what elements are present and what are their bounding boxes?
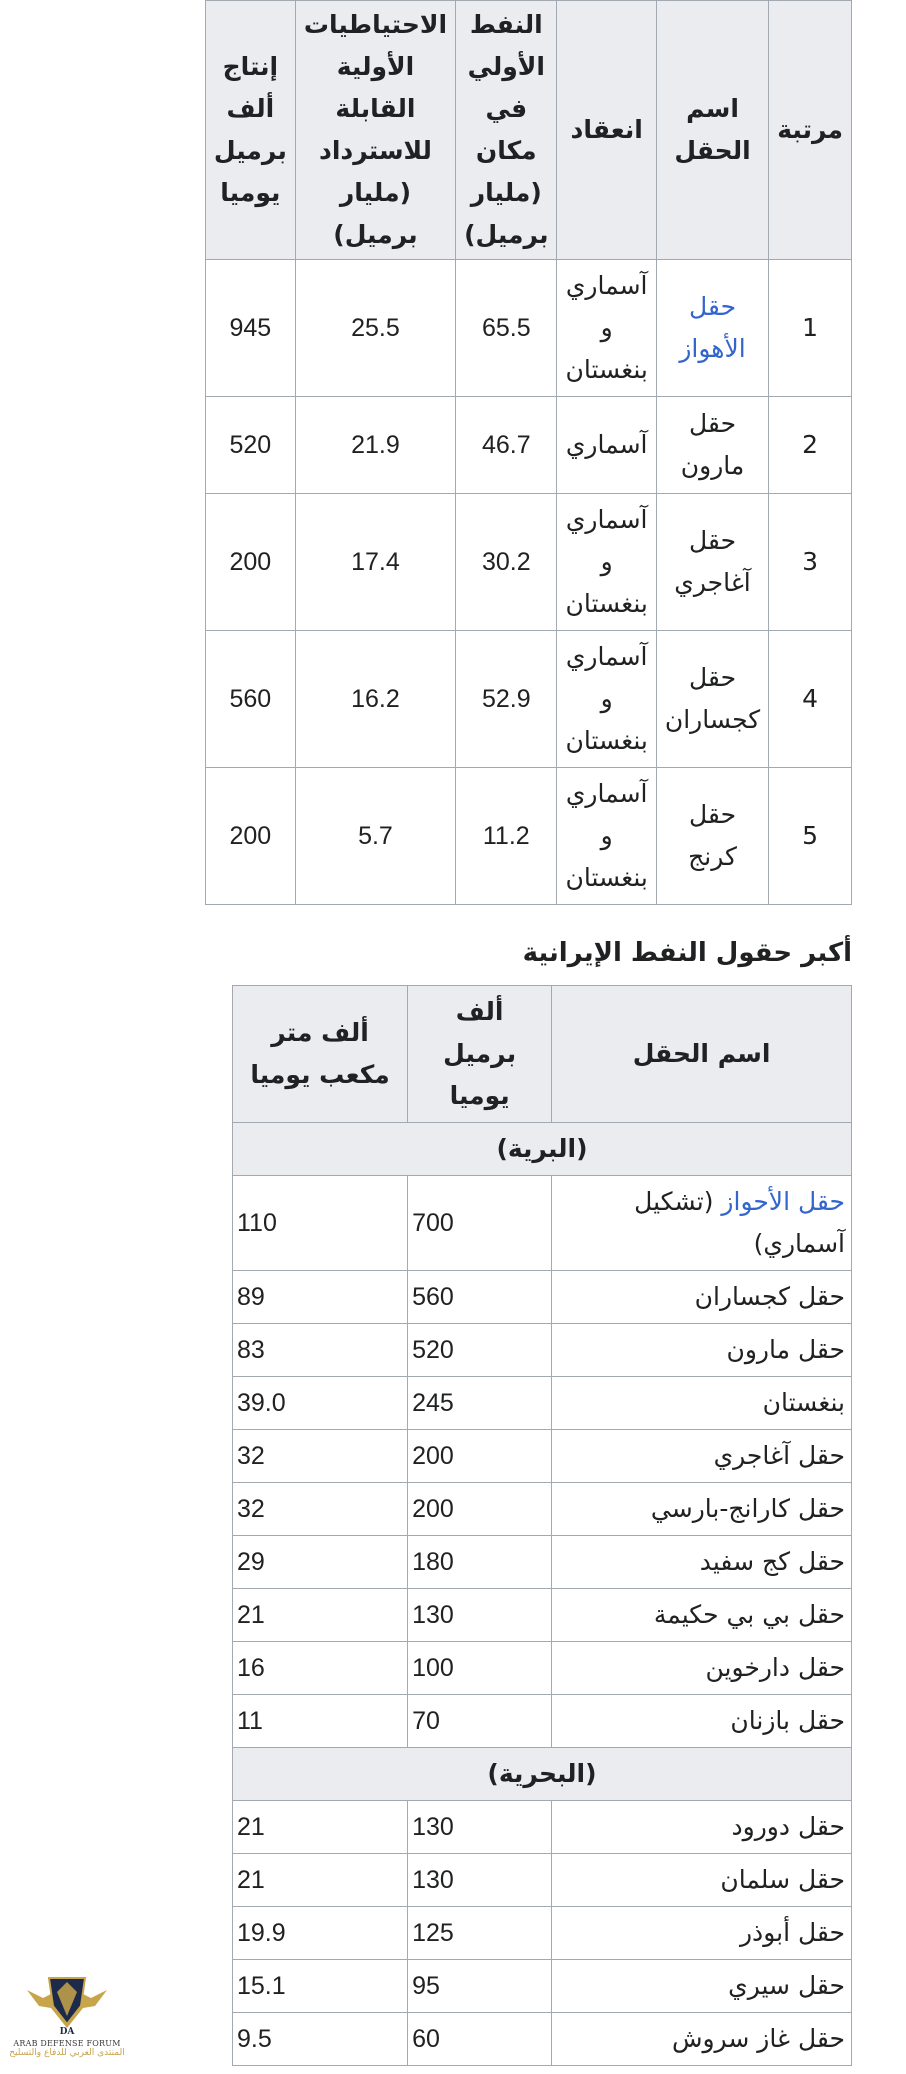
cell-field-name: حقل كجساران	[656, 631, 768, 768]
oil-fields-ranking-table	[205, 0, 852, 905]
cell-thousand-cubic-meters: 39.0	[233, 1377, 408, 1430]
article-content	[213, 0, 852, 2066]
table-row	[233, 1907, 852, 1960]
cell-oil-in-place: 46.7	[456, 397, 557, 494]
field-link-ahwaz[interactable]: حقل الأحواز	[721, 1187, 845, 1216]
cell-field-name: حقل بازنان	[552, 1695, 852, 1748]
header-formation: انعقاد	[557, 1, 656, 260]
table-row	[233, 1271, 852, 1324]
formation-note: (تشكيل آسماري)	[634, 1187, 845, 1258]
cell-thousand-cubic-meters: 21	[233, 1854, 408, 1907]
cell-thousand-cubic-meters: 19.9	[233, 1907, 408, 1960]
header-oil-in-place: النفط الأولي في مكان (مليار برميل)	[456, 1, 557, 260]
cell-formation: آسماري و بنغستان	[557, 631, 656, 768]
table-row	[205, 494, 851, 631]
cell-field-name: حقل مارون	[656, 397, 768, 494]
logo-english-text: ARAB DEFENSE FORUM	[13, 2039, 121, 2048]
header-production: إنتاج ألف برميل يوميا	[205, 1, 295, 260]
header-rank: مرتبة	[769, 1, 852, 260]
cell-reserves: 5.7	[295, 768, 455, 905]
cell-formation: آسماري	[557, 397, 656, 494]
cell-production: 200	[205, 494, 295, 631]
cell-rank: 2	[769, 397, 852, 494]
cell-thousand-cubic-meters: 32	[233, 1483, 408, 1536]
cell-reserves: 16.2	[295, 631, 455, 768]
cell-formation: آسماري و بنغستان	[557, 494, 656, 631]
cell-thousand-cubic-meters: 32	[233, 1430, 408, 1483]
cell-production: 200	[205, 768, 295, 905]
cell-formation: آسماري و بنغستان	[557, 768, 656, 905]
cell-field-name: حقل كارانج-بارسي	[552, 1483, 852, 1536]
cell-reserves: 17.4	[295, 494, 455, 631]
cell-thousand-barrels: 100	[408, 1642, 552, 1695]
table-row	[233, 1324, 852, 1377]
cell-field-name: حقل بي بي حكيمة	[552, 1589, 852, 1642]
table-header-row	[205, 1, 851, 260]
cell-field-name: حقل آغاجري	[552, 1430, 852, 1483]
header-field-name: اسم الحقل	[552, 986, 852, 1123]
cell-thousand-cubic-meters: 89	[233, 1271, 408, 1324]
cell-field-name: حقل دورود	[552, 1801, 852, 1854]
header-field-name: اسم الحقل	[656, 1, 768, 260]
cell-reserves: 21.9	[295, 397, 455, 494]
cell-field-name: حقل آغاجري	[656, 494, 768, 631]
cell-field-name: حقل مارون	[552, 1324, 852, 1377]
section-label-offshore: (البحرية)	[233, 1748, 852, 1801]
header-recoverable-reserves: الاحتياطيات الأولية القابلة للاسترداد (مليار برميل)	[295, 1, 455, 260]
table-row	[233, 1960, 852, 2013]
cell-thousand-barrels: 70	[408, 1695, 552, 1748]
cell-thousand-barrels: 95	[408, 1960, 552, 2013]
table-row	[233, 1589, 852, 1642]
cell-thousand-barrels: 200	[408, 1483, 552, 1536]
cell-thousand-barrels: 560	[408, 1271, 552, 1324]
section-row-offshore	[233, 1748, 852, 1801]
cell-field-name: حقل سلمان	[552, 1854, 852, 1907]
cell-thousand-barrels: 130	[408, 1589, 552, 1642]
table-row	[205, 397, 851, 494]
cell-thousand-cubic-meters: 29	[233, 1536, 408, 1589]
cell-field-name: حقل كج سفيد	[552, 1536, 852, 1589]
cell-production: 520	[205, 397, 295, 494]
largest-oil-fields-table	[232, 985, 852, 2066]
cell-thousand-cubic-meters: 15.1	[233, 1960, 408, 2013]
table-row	[205, 260, 851, 397]
table-row	[205, 631, 851, 768]
cell-field-name: حقل دارخوين	[552, 1642, 852, 1695]
table-row	[233, 1176, 852, 1271]
table-caption: أكبر حقول النفط الإيرانية	[522, 938, 852, 968]
cell-thousand-cubic-meters: 9.5	[233, 2013, 408, 2066]
table-row	[233, 1801, 852, 1854]
table-row	[233, 1430, 852, 1483]
section-label-onshore: (البرية)	[233, 1123, 852, 1176]
table-row	[205, 768, 851, 905]
cell-field-name: حقل غاز سروش	[552, 2013, 852, 2066]
cell-thousand-barrels: 700	[408, 1176, 552, 1271]
header-thousand-cubic-meters: ألف متر مكعب يوميا	[233, 986, 408, 1123]
cell-thousand-barrels: 130	[408, 1801, 552, 1854]
cell-reserves: 25.5	[295, 260, 455, 397]
cell-oil-in-place: 52.9	[456, 631, 557, 768]
logo-initials: DA	[59, 2027, 75, 2037]
cell-production: 560	[205, 631, 295, 768]
cell-field-name	[552, 1176, 852, 1271]
cell-oil-in-place: 30.2	[456, 494, 557, 631]
table-row	[233, 1642, 852, 1695]
cell-field-name: حقل كجساران	[552, 1271, 852, 1324]
table-row	[233, 1377, 852, 1430]
cell-production: 945	[205, 260, 295, 397]
cell-thousand-barrels: 60	[408, 2013, 552, 2066]
cell-oil-in-place: 11.2	[456, 768, 557, 905]
cell-thousand-barrels: 180	[408, 1536, 552, 1589]
cell-field-name: حقل أبوذر	[552, 1907, 852, 1960]
section-row-onshore	[233, 1123, 852, 1176]
table-row	[233, 1536, 852, 1589]
cell-thousand-cubic-meters: 83	[233, 1324, 408, 1377]
table-row	[233, 1695, 852, 1748]
table-header-row	[233, 986, 852, 1123]
header-thousand-barrels: ألف برميل يوميا	[408, 986, 552, 1123]
field-link-ahvaz[interactable]: حقل الأهواز	[656, 260, 768, 397]
table-row	[233, 2013, 852, 2066]
cell-rank: 3	[769, 494, 852, 631]
cell-field-name: حقل سيري	[552, 1960, 852, 2013]
cell-thousand-barrels: 200	[408, 1430, 552, 1483]
cell-thousand-barrels: 245	[408, 1377, 552, 1430]
cell-thousand-cubic-meters: 21	[233, 1589, 408, 1642]
cell-rank: 5	[769, 768, 852, 905]
cell-thousand-barrels: 125	[408, 1907, 552, 1960]
cell-thousand-cubic-meters: 21	[233, 1801, 408, 1854]
cell-oil-in-place: 65.5	[456, 260, 557, 397]
cell-field-name: حقل كرنج	[656, 768, 768, 905]
cell-thousand-barrels: 520	[408, 1324, 552, 1377]
logo-arabic-text: المنتدى العربي للدفاع والتسليح	[9, 2048, 125, 2058]
cell-formation: آسماري و بنغستان	[557, 260, 656, 397]
cell-thousand-cubic-meters: 16	[233, 1642, 408, 1695]
table-row	[233, 1483, 852, 1536]
cell-thousand-barrels: 130	[408, 1854, 552, 1907]
cell-field-name: بنغستان	[552, 1377, 852, 1430]
watermark-logo	[4, 1972, 130, 2072]
table-row	[233, 1854, 852, 1907]
cell-rank: 4	[769, 631, 852, 768]
cell-thousand-cubic-meters: 11	[233, 1695, 408, 1748]
eagle-emblem-icon	[25, 1972, 109, 2038]
cell-thousand-cubic-meters: 110	[233, 1176, 408, 1271]
cell-rank: 1	[769, 260, 852, 397]
